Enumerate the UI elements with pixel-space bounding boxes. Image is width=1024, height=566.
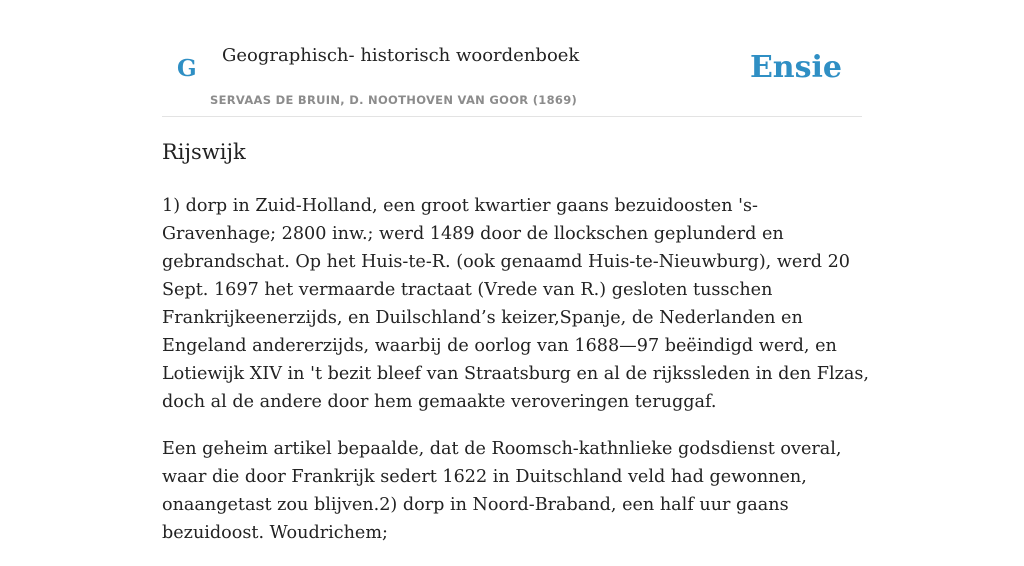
entry-paragraph: 1) dorp in Zuid-Holland, een groot kwartier gaans bezuidoosten 's-Gravenhage; 2800 inw.; werd 1489 door de llockschen geplunderd en gebrandschat. Op het Huis-te-R. (ook genaamd Huis-te-Nieuwburg), werd 20 Sept. 1697 het vermaarde tractaat (Vrede van R.) gesloten tusschen Frankrijkeenerzijds, en Duilschland’s keizer,Spanje, de Nederlanden en Engeland andererzijds, waarbij de oorlog van 1688—97 beëindigd werd, en Lotiewijk XIV in 't bezit bleef van Straatsburg en al de rijkssleden in den Flzas, doch al de andere door hem gemaakte veroveringen teruggaf. [162, 196, 869, 412]
brand-logo[interactable]: Ensie [749, 50, 842, 85]
book-title[interactable]: Geographisch- historisch woordenboek [222, 45, 580, 66]
entry-content [162, 192, 870, 566]
book-logo-icon[interactable]: G [177, 55, 197, 82]
book-author: SERVAAS DE BRUIN, D. NOOTHOVEN VAN GOOR (1869) [210, 93, 578, 107]
site-header [162, 0, 862, 117]
entry-title: Rijswijk [162, 140, 246, 164]
entry-paragraph: Een geheim artikel bepaalde, dat de Roomsch-kathnlieke godsdienst overal, waar die door Frankrijk sedert 1622 in Duitschland veld had gewonnen, onaangetast zou blijven.2) dorp in Noord-Braband, een half uur gaans bezuidoost. Woudrichem; [162, 439, 842, 543]
